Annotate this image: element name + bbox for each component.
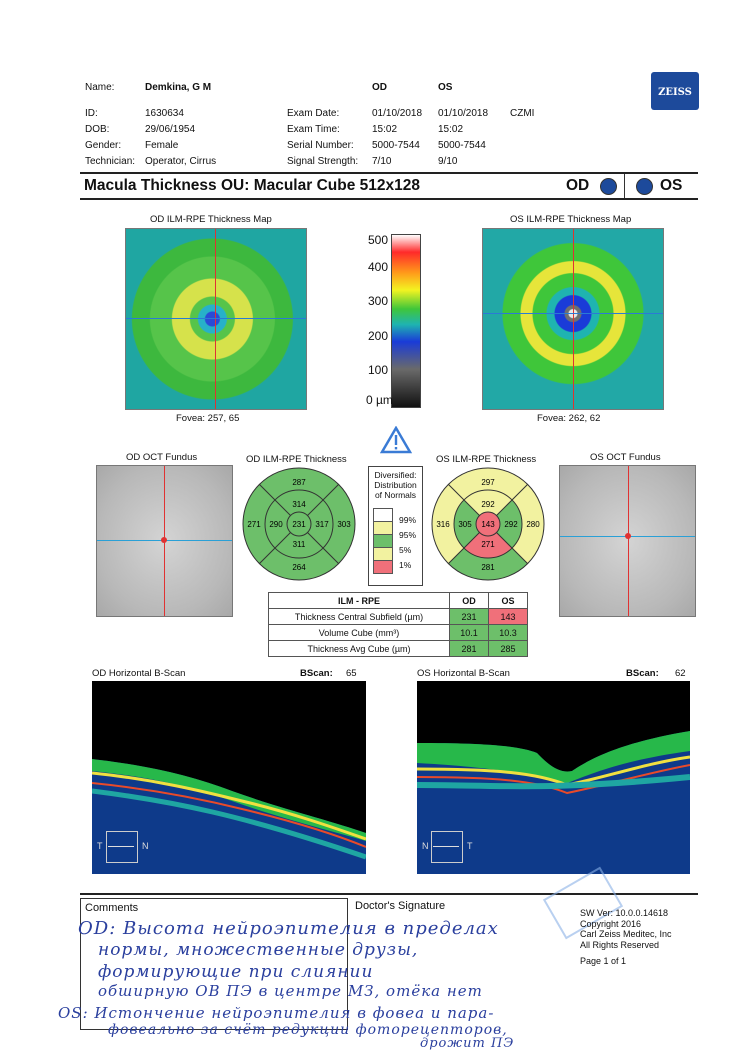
patient-dob: 29/06/1954 (145, 124, 196, 135)
od-etdrs-outer-right: 303 (337, 520, 351, 529)
legend-99: 99% (399, 515, 417, 525)
handwriting-line-4: обширную ОВ ПЭ в центре МЗ, отёка нет (98, 982, 483, 1000)
signal-label: Signal Strength: (287, 156, 359, 167)
od-fundus-image (96, 465, 233, 617)
scale-200: 200 (368, 329, 389, 343)
od-etdrs-outer-bottom: 264 (292, 563, 306, 572)
os-etdrs-inner-top: 292 (481, 500, 495, 509)
legend-title-3: of Normals (374, 490, 417, 500)
title-rule-top (80, 172, 698, 174)
od-map-crosshair-v (215, 229, 216, 409)
table-row (269, 625, 528, 641)
exam-time-label: Exam Time: (287, 124, 340, 135)
od-map-crosshair-h (126, 318, 306, 319)
gender-label: Gender: (85, 140, 122, 151)
handwriting-line-6: фовеально за счёт редукции фоторецепторов, (108, 1022, 508, 1038)
serial-label: Serial Number: (287, 140, 354, 151)
os-fundus-crosshair-v (628, 466, 629, 616)
report-title: Macula Thickness OU: Macular Cube 512x128 (84, 177, 420, 194)
os-etdrs-chart (430, 466, 546, 582)
od-bscan-label: BScan: (300, 668, 333, 679)
signal-os: 9/10 (438, 156, 458, 167)
title-divider (624, 174, 625, 198)
os-bscan-image (417, 681, 690, 874)
od-etdrs-outer-top: 287 (292, 478, 306, 487)
os-dir-right: T (467, 841, 473, 851)
od-eye-icon (600, 178, 617, 195)
technician-label: Technician: (85, 156, 136, 167)
os-map-title: OS ILM-RPE Thickness Map (510, 214, 632, 225)
os-eye-icon (636, 178, 653, 195)
od-bscan-title: OD Horizontal B-Scan (92, 668, 186, 679)
od-bscan-value: 65 (346, 668, 357, 679)
patient-id: 1630634 (145, 108, 184, 119)
os-map-crosshair-h (483, 313, 663, 314)
row-os: 143 (489, 609, 528, 625)
os-dir-left: N (422, 841, 429, 851)
od-bscan-image (92, 681, 366, 874)
od-fovea-marker (161, 537, 167, 543)
thickness-color-scale (391, 234, 421, 408)
title-rule-bottom (80, 198, 698, 200)
table-row (269, 609, 528, 625)
os-thickness-map (482, 228, 664, 410)
comments-label: Comments (85, 902, 139, 914)
table-header-od: OD (450, 593, 489, 609)
os-bscan-value: 62 (675, 668, 686, 679)
od-etdrs-inner-right: 317 (315, 520, 329, 529)
od-dir-left: T (97, 841, 103, 851)
os-fovea: Fovea: 262, 62 (537, 413, 601, 424)
row-od: 10.1 (450, 625, 489, 641)
sw-version: SW Ver: 10.0.0.14618 (580, 908, 669, 918)
od-dir-right: N (142, 841, 149, 851)
os-etdrs-outer-left: 316 (436, 520, 450, 529)
table-header-label: ILM - RPE (269, 593, 450, 609)
os-etdrs-inner-right: 292 (504, 520, 518, 529)
os-orientation-box (431, 831, 463, 863)
serial-od: 5000-7544 (372, 140, 420, 151)
handwriting-line-1: OD: Высота нейроэпителия в пределах (78, 918, 499, 939)
warning-icon (380, 426, 412, 454)
od-arrow-icon (108, 846, 134, 847)
row-label: Volume Cube (mm³) (269, 625, 450, 641)
legend-swatch-green (373, 534, 393, 548)
os-bscan-label: BScan: (626, 668, 659, 679)
exam-time-od: 15:02 (372, 124, 398, 135)
od-etdrs-inner-top: 314 (292, 500, 306, 509)
title-os: OS (660, 177, 683, 194)
od-fovea: Fovea: 257, 65 (176, 413, 240, 424)
row-label: Thickness Central Subfield (µm) (269, 609, 450, 625)
legend-swatch-yellow (373, 521, 393, 535)
os-arrow-icon (433, 846, 459, 847)
legend-title-1: Diversified: (374, 470, 417, 480)
od-orientation-box (106, 831, 138, 863)
serial-os: 5000-7544 (438, 140, 486, 151)
legend-1: 1% (399, 560, 412, 570)
os-etdrs-outer-right: 280 (526, 520, 540, 529)
od-etdrs-inner-bottom: 311 (292, 540, 306, 549)
os-etdrs-outer-bottom: 281 (481, 563, 495, 572)
legend-5: 5% (399, 545, 412, 555)
handwriting-line-2: нормы, множественные друзы, (98, 940, 419, 960)
row-od: 281 (450, 641, 489, 657)
os-etdrs-inner-bottom: 271 (481, 540, 495, 549)
table-header-os: OS (489, 593, 528, 609)
od-etdrs-inner-left: 290 (269, 520, 283, 529)
od-fundus-title: OD OCT Fundus (126, 452, 198, 463)
dob-label: DOB: (85, 124, 110, 135)
exam-date-os: 01/10/2018 (438, 108, 489, 119)
legend-swatch-yellow-2 (373, 547, 393, 561)
os-etdrs-title: OS ILM-RPE Thickness (436, 454, 537, 465)
row-os: 285 (489, 641, 528, 657)
handwriting-line-3: формирующие при слиянии (98, 962, 374, 982)
scale-0: 0 µm (366, 393, 393, 407)
row-os: 10.3 (489, 625, 528, 641)
id-label: ID: (85, 108, 98, 119)
od-etdrs-chart (241, 466, 357, 582)
od-etdrs-outer-left: 271 (247, 520, 261, 529)
row-label: Thickness Avg Cube (µm) (269, 641, 450, 657)
exam-date-od: 01/10/2018 (372, 108, 423, 119)
legend-95: 95% (399, 530, 417, 540)
os-etdrs-inner-left: 305 (458, 520, 472, 529)
od-etdrs-title: OD ILM-RPE Thickness (246, 454, 347, 465)
od-col-header: OD (372, 82, 387, 93)
summary-table (268, 592, 528, 657)
os-fundus-image (559, 465, 696, 617)
rights: All Rights Reserved (580, 939, 660, 950)
legend-swatch-white (373, 508, 393, 522)
scale-100: 100 (368, 363, 389, 377)
signal-od: 7/10 (372, 156, 392, 167)
technician-value: Operator, Cirrus (145, 156, 217, 167)
row-od: 231 (450, 609, 489, 625)
scale-400: 400 (368, 260, 389, 274)
logo-text: ZEISS (658, 87, 692, 98)
os-fundus-title: OS OCT Fundus (590, 452, 661, 463)
handwriting-line-5: OS: Истончение нейроэпителия в фовеа и пара- (58, 1004, 495, 1022)
exam-time-os: 15:02 (438, 124, 464, 135)
od-thickness-map (125, 228, 307, 410)
os-fovea-marker (625, 533, 631, 539)
legend-title-2: Distribution (374, 480, 417, 490)
title-od: OD (566, 177, 590, 194)
os-col-header: OS (438, 82, 453, 93)
os-bscan-title: OS Horizontal B-Scan (417, 668, 510, 679)
signature-label: Doctor's Signature (355, 900, 446, 912)
zeiss-logo (651, 72, 699, 110)
copyright: Copyright 2016 (580, 918, 642, 929)
od-etdrs-center: 231 (292, 520, 306, 529)
page-number: Page 1 of 1 (580, 956, 627, 966)
os-etdrs-outer-top: 297 (481, 478, 495, 487)
scale-300: 300 (368, 294, 389, 308)
exam-date-label: Exam Date: (287, 108, 340, 119)
legend-swatch-red (373, 560, 393, 574)
scale-500: 500 (368, 233, 389, 247)
name-label: Name: (85, 82, 115, 93)
site-code: CZMI (510, 108, 535, 119)
patient-gender: Female (145, 140, 179, 151)
patient-name: Demkina, G M (145, 82, 212, 93)
company: Carl Zeiss Meditec, Inc (580, 929, 672, 939)
os-map-crosshair-v (573, 229, 574, 409)
od-map-title: OD ILM-RPE Thickness Map (150, 214, 272, 225)
os-etdrs-center: 143 (481, 520, 495, 529)
handwriting-line-7: дрожит ПЭ (420, 1036, 515, 1051)
table-row (269, 641, 528, 657)
